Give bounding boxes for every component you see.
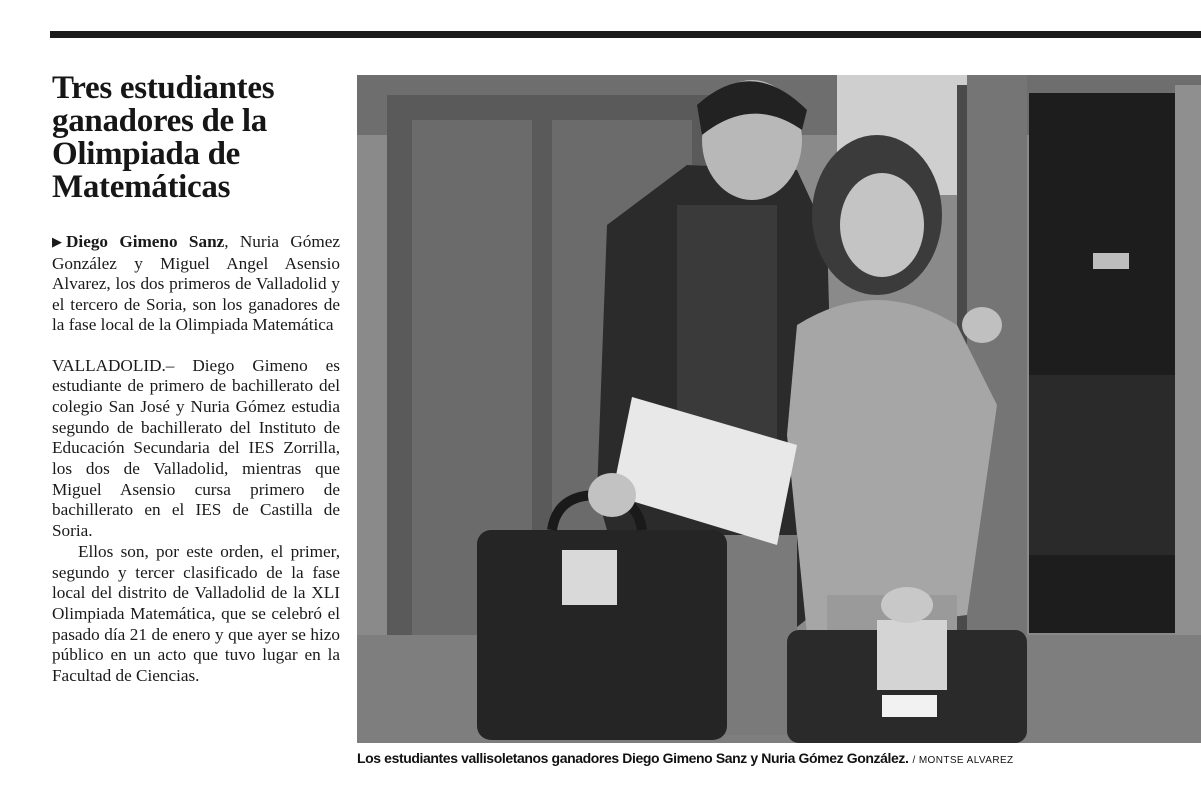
photo-caption [357,750,1201,769]
news-photo [357,75,1201,743]
article-body [52,356,340,687]
lead-paragraph [52,232,340,336]
lead-name: Diego Gimeno Sanz [66,232,225,251]
photo-illustration [357,75,1201,743]
article-column [52,72,340,687]
caption-text: Los estudiantes vallisoletanos ganadores Diego Gimeno Sanz y Nuria Gómez González. [357,750,909,766]
body-paragraph: Ellos son, por este orden, el primer, segundo y tercer clasificado de la fase local del distrito de Valladolid de la XLI Olimpiada Matemática, que se celebró el pasado día 21 de enero y que ayer se hizo público en un acto que tuvo lugar en la Facultad de Ciencias. [52,541,340,686]
photo-credit: / MONTSE ALVAREZ [912,755,1014,766]
top-rule [50,31,1201,38]
triangle-right-icon: ▶ [52,234,62,249]
lead-text: , Nuria Gómez González y Miguel Angel Asensio Alvarez, los dos primeros de Valladolid y el tercero de Soria, son los ganadores de la fase local de la Olimpiada Matemática [52,232,340,334]
headline: Tres estudiantes ganadores de la Olimpiada de Matemáticas [52,70,275,205]
body-paragraph: VALLADOLID.– Diego Gimeno es estudiante de primero de bachillerato del colegio San José y Nuria Gómez estudia segundo de bachillerato del Instituto de Educación Secundaria del IES Zorrilla, los dos de Valladolid, mientras que Miguel Asensio cursa primero de bachillerato en el IES de Castilla de Soria. [52,355,340,541]
